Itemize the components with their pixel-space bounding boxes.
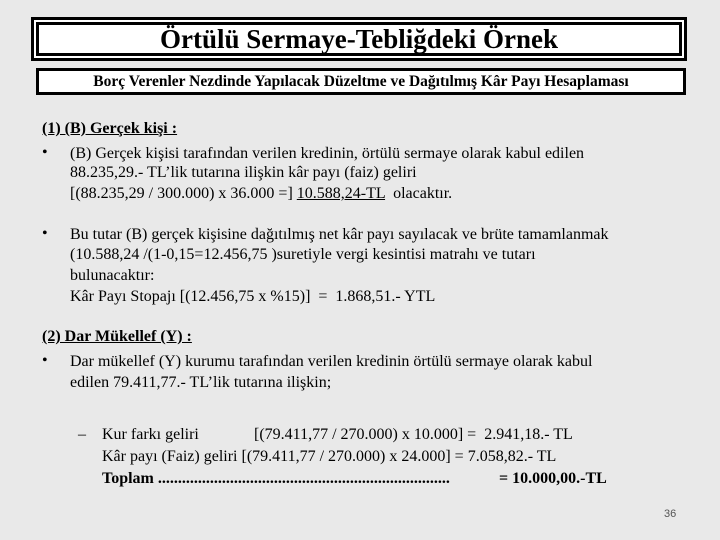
calc-row1-value: [(79.411,77 / 270.000) x 10.000] = 2.941,18.- TL (254, 426, 573, 443)
s1-b2-line1: Bu tutar (B) gerçek kişisine dağıtılmış net kâr payı sayılacak ve brüte tamamlanmak (70, 226, 609, 243)
page-number: 36 (664, 508, 677, 520)
s1-b1-suffix: olacaktır. (385, 185, 453, 202)
s2-b1-line2: edilen 79.411,77.- TL’lik tutarına ilişkin; (70, 374, 332, 391)
s2-b1-line1: Dar mükellef (Y) kurumu tarafından verilen kredinin örtülü sermaye olarak kabul (70, 353, 593, 370)
section1-heading: (1) (B) Gerçek kişi : (42, 120, 178, 137)
s1-b1-line1: (B) Gerçek kişisi tarafından verilen kredinin, örtülü sermaye olarak kabul edilen (70, 145, 585, 162)
section2-heading: (2) Dar Mükellef (Y) : (42, 328, 192, 345)
slide-subtitle (36, 68, 686, 95)
slide-title (36, 22, 682, 56)
s1-b2-line2: (10.588,24 /(1-0,15=12.456,75 )suretiyle vergi kesintisi matrahı ve tutarı (70, 246, 536, 263)
s1-b2-line4: Kâr Payı Stopajı [(12.456,75 x %15)] = 1.868,51.- YTL (70, 288, 436, 305)
bullet-2: • (42, 225, 48, 242)
bullet-3: • (42, 352, 48, 369)
bullet-1: • (42, 144, 48, 161)
calc-total-label: Toplam ......................................................................... (102, 470, 450, 487)
slide-subtitle-text: Borç Verenler Nezdinde Yapılacak Düzeltme ve Dağıtılmış Kâr Payı Hesaplaması (93, 72, 629, 90)
calc-row1-label: Kur farkı geliri (102, 426, 199, 443)
calc-total-value: = 10.000,00.-TL (499, 470, 607, 487)
s1-b1-line2: 88.235,29.- TL’lik tutarına ilişkin kâr payı (faiz) geliri (70, 164, 417, 181)
calc-dash: – (78, 426, 86, 443)
slide-title-text: Örtülü Sermaye-Tebliğdeki Örnek (159, 23, 558, 54)
s1-b1-result: 10.588,24-TL (296, 185, 386, 202)
s1-b1-formula: [(88.235,29 / 300.000) x 36.000 =] (70, 185, 297, 202)
s1-b1-line3 (70, 184, 452, 203)
calc-row2: Kâr payı (Faiz) geliri [(79.411,77 / 270.000) x 24.000] = 7.058,82.- TL (102, 448, 557, 465)
s1-b2-line3: bulunacaktır: (70, 267, 155, 284)
